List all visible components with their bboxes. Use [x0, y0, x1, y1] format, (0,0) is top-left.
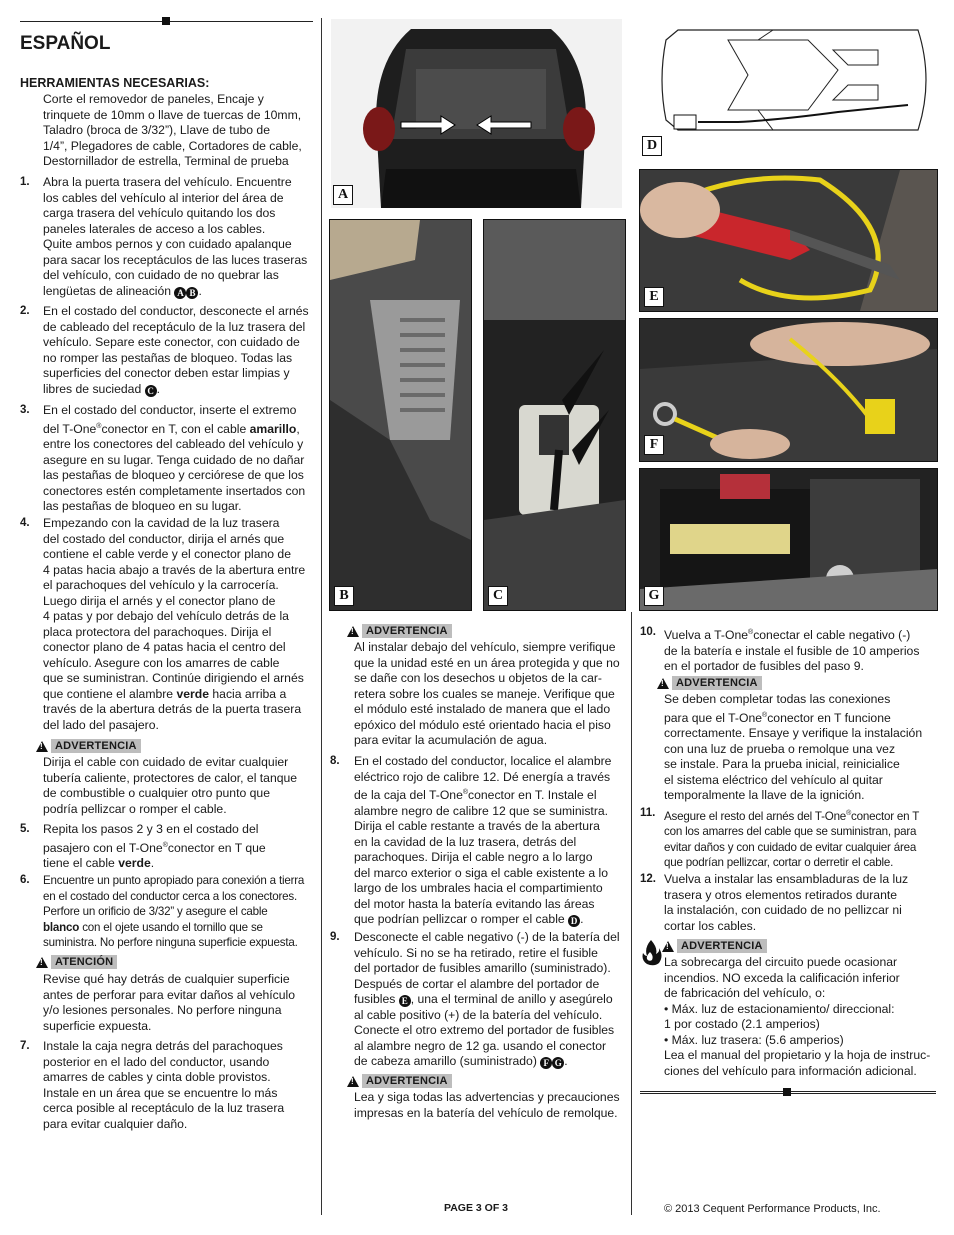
warning-label: ! ADVERTENCIA: [657, 676, 762, 690]
figure-g-photo: [639, 468, 938, 611]
warning-3-text: Al instalar debajo del vehículo, siempre verifique que la unidad esté en un área protegida y que no se dañe con los desechos u objetos de la car- retera sobre los cuales se maneje. Verifique que el módulo esté instalado de manera que el lado epóxico del módulo esté orientado hacia el piso para evitar la acumulación de agua.: [354, 640, 620, 747]
warning-1-text: Dirija el cable con cuidado de evitar cualquier tubería caliente, protectores de calor, el tanque de combustible o cualquier otro punto que podría pellizcar o romper el cable.: [43, 755, 298, 816]
warning-4-text: Lea y siga todas las advertencias y precauciones impresas en la batería del vehículo de remolque.: [354, 1090, 620, 1120]
ref-d-icon: D: [568, 915, 580, 927]
figure-label: A: [333, 185, 353, 205]
page-number: PAGE 3 OF 3: [444, 1202, 508, 1214]
warning-label: ! ADVERTENCIA: [347, 624, 452, 638]
fire-hazard-icon: [640, 938, 662, 971]
warning-triangle-icon: [657, 678, 669, 689]
step-12-text: Vuelva a instalar las ensambladuras de la luz trasera y otros elementos retirados durante la instalación, con cuidado de no pellizcar ni cortar los cables.: [664, 872, 909, 933]
step-number: 1.: [20, 176, 30, 188]
figure-label: B: [334, 586, 354, 606]
step-7-text: Instale la caja negra detrás del parachoques posterior en el lado del conductor, usando amarres de cables y cinta doble provistos. Instale en un área que se encuentre lo más cerca posible al receptáculo de la luz trasera para evitar cualquier daño.: [43, 1039, 285, 1131]
warning-triangle-icon: [347, 626, 359, 637]
step-4-text: Empezando con la cavidad de la luz trasera del costado del conductor, dirija el arnés que contiene el cable verde y el conector plano de 4 patas hacia abajo a través de la abertura entre el parachoques del vehículo y la carrocería. Luego dirija el arnés y el conector plano de 4 patas y por debajo del vehículo detrás de la placa protectora del parachoques. Dirija el conector plano de 4 patas hacia el centro del vehículo. Asegure con los amarres de cable que se suministran. Continúe dirigiendo el arnés que contiene el alambre verde hacia arriba a través de la abertura detrás de la puerta trasera del lado del pasajero.: [43, 516, 306, 732]
step-number: 7.: [20, 1040, 30, 1052]
warning-label: ! ADVERTENCIA: [662, 939, 767, 953]
step-8-text: En el costado del conductor, localice el alambre eléctrico rojo de calibre 12. Dé energía a través de la caja del T-One®conector en T. Instale el alambre negro de calibre 12 que se suministra. Dirija el cable restante a través de la abertura en la cavidad de la luz trasera, detrás del parachoques. Dirija el cable negro a lo largo del marco exterior o siga el cable existente a lo largo de los umbrales hacia el compartimiento del motor hasta la batería evitando las áreas que podrían pellizcar o romper el cable D .: [354, 754, 612, 927]
step-11-text: Asegure el resto del arnés del T-One®conector en T con los amarres del cable que se suministran, para evitar daños y con cuidado de evitar cualquier área que podrían pellizcar, cortar o derretir el cable.: [664, 809, 920, 870]
tools-text: Corte el removedor de paneles, Encaje y trinquete de 10mm o llave de tuercas de 10mm, Taladro (broca de 3/32”), Llave de tubo de 1/4”, Plegadores de cable, Cortadores de cable, Destornillador de estrella, Terminal de prueba: [43, 92, 302, 168]
step-3-text: En el costado del conductor, inserte el extremo del T-One®conector en T, con el cable amarillo, entre los conectores del cableado del vehículo y asegure en su lugar. Tenga cuidado de no dañar las pestañas de bloqueo y cerciórese de que los conectores estén completamente insertados con las pestañas de bloqueo en su lugar.: [43, 403, 306, 514]
step-number: 2.: [20, 305, 30, 317]
step-number: 8.: [330, 755, 340, 767]
step-number: 10.: [640, 626, 656, 638]
ref-f-icon: F: [540, 1057, 552, 1069]
column-divider: [631, 612, 632, 1215]
warning-label: ! ADVERTENCIA: [347, 1074, 452, 1088]
figure-label: F: [644, 435, 664, 455]
step-number: 4.: [20, 517, 30, 529]
warning-label: ! ADVERTENCIA: [36, 739, 141, 753]
column-divider: [321, 18, 322, 1215]
warning-5-text: Se deben completar todas las conexiones para que el T-One®conector en T funcione correctamente. Ensaye y verifique la instalación con una luz de prueba o remolque una vez se instale. Para la prueba inicial, reinicialice el sistema eléctrico del vehículo al quitar temporalmente la llave de la ignición.: [664, 692, 923, 803]
step-number: 12.: [640, 873, 656, 885]
step-number: 5.: [20, 823, 30, 835]
figure-label: D: [642, 136, 662, 156]
step-9-text: Desconecte el cable negativo (-) de la batería del vehículo. Si no se ha retirado, retire el fusible del portador de fusibles amarillo (suministrado). Después de cortar el alambre del portador de fusibles E , una el terminal de anillo y asegúrelo al cable positivo (+) de la batería del vehículo. Conecte el otro extremo del portador de fusibles al alambre negro de 12 ga. usando el conector de cabeza amarillo (suministrado) F G .: [354, 930, 620, 1068]
step-1-text: Abra la puerta trasera del vehículo. Encuentre los cables del vehículo al interior del área de carga trasera del vehículo quitando los dos paneles laterales de acceso a los cables. Quite ambos pernos y con cuidado apalanque para sacar los receptáculos de las luces traseras del vehículo, con cuidado de no quebrar las lengüetas de alineación A B .: [43, 175, 308, 298]
ref-e-icon: E: [399, 995, 411, 1007]
ref-a-icon: A: [174, 287, 186, 299]
car-rear-illustration: [331, 19, 622, 208]
step-2-text: En el costado del conductor, desconecte el arnés de cableado del receptáculo de la luz trasera del vehículo. Separe este conector, con cuidado de no romper las pestañas de bloqueo. Todas las superficies del conector deben estar limpias y libres de suciedad C .: [43, 304, 309, 396]
figure-e-photo: [639, 169, 938, 312]
step-number: 3.: [20, 404, 30, 416]
figure-d-diagram: [638, 20, 936, 165]
warning-2-text: Revise qué hay detrás de cualquier superficie antes de perforar para evitar daños al vehículo y/o lesiones personales. No perfore ninguna superficie expuesta.: [43, 972, 296, 1033]
figure-b-photo: [329, 219, 472, 611]
step-10-text: Vuelva a T-One®conectar el cable negativo (-) de la batería e instale el fusible de 10 amperios en el portador de fusibles del paso 9.: [664, 628, 920, 674]
warning-triangle-icon: [347, 1076, 359, 1087]
tools-heading: HERRAMIENTAS NECESARIAS:: [20, 76, 210, 90]
step-6-text: Encuentre un punto apropiado para conexión a tierra en el costado del conductor cerca a los conectores. Perfore un orificio de 3/32” y asegure el cable blanco con el ojete usando el tornillo que se suministra. No perfore ninguna superficie expuesta.: [43, 874, 305, 949]
step-5-text: Repita los pasos 2 y 3 en el costado del pasajero con el T-One®conector en T que tiene el cable verde.: [43, 822, 266, 871]
figure-f-photo: [639, 318, 938, 462]
ring-terminal-illustration: [640, 319, 937, 461]
figure-label: E: [644, 287, 664, 307]
figure-c-photo: [483, 219, 626, 611]
attention-label: ! ATENCIÓN: [36, 955, 117, 969]
warning-triangle-icon: [36, 957, 48, 968]
ref-c-icon: C: [145, 385, 157, 397]
step-number: 11.: [640, 807, 656, 819]
warning-6-text: La sobrecarga del circuito puede ocasionar incendios. NO exceda la calificación inferior de fabricación del vehículo, o: • Máx. luz de estacionamiento/ direccional: 1 por costado (2.1 amperios) • Máx. luz trasera: (5.6 amperios) Lea el manual del propietario y la hoja de instruc- ciones del vehículo para información adicional.: [664, 955, 931, 1078]
ref-g-icon: G: [552, 1057, 564, 1069]
step-number: 6.: [20, 874, 30, 886]
step-number: 9.: [330, 931, 340, 943]
battery-illustration: [640, 469, 937, 610]
figure-label: G: [644, 586, 664, 606]
vehicle-wiring-diagram: [638, 20, 936, 165]
bottom-rule-marker: [783, 1088, 791, 1096]
figure-label: C: [488, 586, 508, 606]
ref-b-icon: B: [186, 287, 198, 299]
top-rule-marker: [162, 17, 170, 25]
page-title: ESPAÑOL: [20, 33, 111, 54]
figure-a-photo: [331, 19, 622, 208]
connector-illustration: [484, 220, 625, 610]
copyright: © 2013 Cequent Performance Products, Inc.: [664, 1203, 881, 1215]
warning-triangle-icon: [662, 941, 674, 952]
panel-illustration: [330, 220, 471, 610]
warning-triangle-icon: [36, 741, 48, 752]
wire-cutter-illustration: [640, 170, 937, 311]
